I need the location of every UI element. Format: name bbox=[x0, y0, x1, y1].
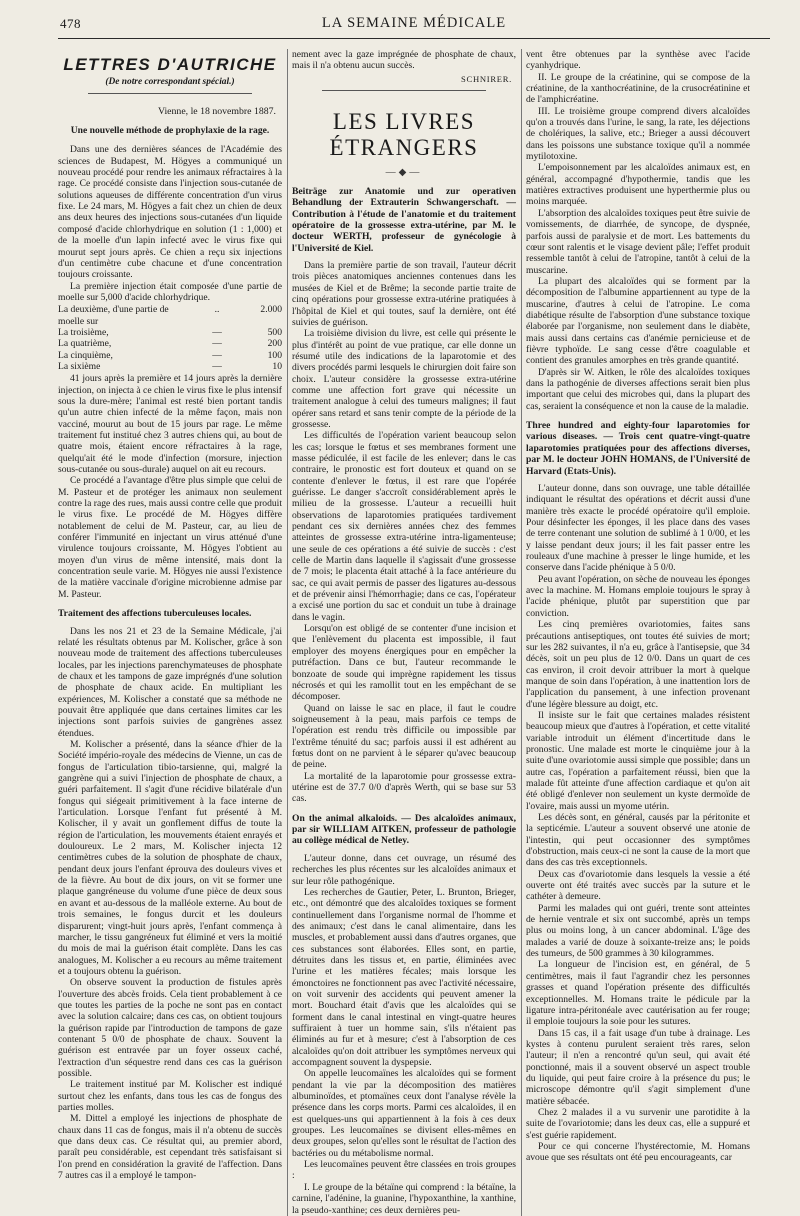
paragraph: Ce procédé a l'avantage d'être plus simple que celui de M. Pasteur et de protéger les animaux non seulement contre la rage des rues, mais aussi contre celle que produit le virus fixe. Le procédé de M. Högyes diffère notablement de celui de M. Pasteur, car, au lieu de conférer l'immunité en injectant un virus atténué d'une virulence toujours croissante, M. Högyes l'obtient au moyen d'un virus de même intensité, mais dont la concentration seule varie. M. Högyes nie aussi l'existence de la matière vaccinale d'origine microbienne admise par M. Pasteur. bbox=[58, 475, 282, 600]
paragraph: 41 jours après la première et 14 jours après la dernière injection, on injecta à ce chien le virus fixe le plus intensif sous la dure-mère; l'animal est resté bien portant tandis qu'un autre chien infecté de la même façon, mais non vacciné, mourut au bout de 15 jours par rage. Le même traitement fut institué chez 3 autres chiens qui, au bout de quatre mois, étaient encore réfractaires à la rage, quelqu'ait été le mode d'infection (morsure, injection sous-cutanée ou sous-durale) auquel on ait eu recours. bbox=[58, 373, 282, 476]
paragraph: Quand on laisse le sac en place, il faut le coudre soigneusement à la peau, mais parfois ce temps de l'opération est rendu très difficile ou impossible par l'extrême ténuité du sac; parfois aussi il est adhérent au fœtus dont on ne parvient à le séparer qu'avec beaucoup de peine. bbox=[292, 702, 516, 771]
paragraph: La longueur de l'incision est, en général, de 5 centimètres, mais il faut l'agrandir chez les personnes grasses et quand l'opération présente des difficultés exceptionnelles. M. Homans traite le pédicule par la ligature intra-péritonéale avec cautérisation au fer rouge; il emploie toujours la soie pour les sutures. bbox=[526, 959, 750, 1028]
book-heading: Three hundred and eighty-four laparotomies for various diseases. — Trois cent quatre-vingt-quatre laparotomies pratiquées pour des affections diverses, par M. le docteur JOHN HOMANS, de l'Université de Harvard (Etats-Unis). bbox=[526, 420, 750, 477]
table-row: La sixième — 10 bbox=[58, 360, 282, 372]
paragraph: Peu avant l'opération, on sèche de nouveau les éponges avec la machine. M. Homans emploie toujours le spray à l'acide phénique, plutôt par superstition que par conviction. bbox=[526, 573, 750, 619]
paragraph: nement avec la gaze imprégnée de phosphate de chaux, mais il n'a obtenu aucun succès. bbox=[292, 49, 516, 72]
paragraph: On appelle leucomaïnes les alcaloïdes qui se forment pendant la vie par la décomposition des matières albuminoïdes, et ptomaïnes ceux dont l'analyse révèle la présence dans les corps morts. Parmi ces alcaloïdes, il en est quelques-uns qui appartiennent à la fois à ces deux groupes. Les leucomaïnes se divisent elles-mêmes en deux groupes, selon qu'elles sont le résultat de l'action des bactéries ou du métabolisme normal. bbox=[292, 1068, 516, 1159]
paragraph: La première injection était composée d'une partie de moelle sur 5,000 d'acide chlorhydrique. bbox=[58, 280, 282, 303]
divider bbox=[322, 90, 486, 91]
paragraph: Les recherches de Gautier, Peter, L. Brunton, Brieger, etc., ont démontré que des alcaloïdes toxiques se forment continuellement dans l'organisme normal de l'homme et des animaux; c'est dans le canal alimentaire, dans les muscles, et probablement aussi dans d'autres organes, que ces substances sont élaborées. Elles sont, en partie, détruites dans les tissus et, en partie, éliminées avec l'urine et les matières fécales; mais lorsque les émonctoires ne fonctionnent pas avec l'activité nécessaire, on voit survenir des accidents qui peuvent amener la mort. Bouchard était d'avis que les alcaloïdes qui se forment dans le canal intestinal en vingt-quatre heures suffiraient à tuer un homme sain, s'ils n'étaient pas éliminés au fur et à mesure; c'est à l'absorption de ces alcaloïdes qu'on doit attribuer les symptômes nerveux qui accompagnent souvent la dyspepsie. bbox=[292, 886, 516, 1069]
paragraph: La troisième division du livre, est celle qui présente le plus d'intérêt au point de vue pratique, car elle donne un résumé utile des indications de la laparotomie et des divers procédés parmi lesquels le chirurgien doit faire son choix. L'auteur considère la grossesse extra-utérine comme une affection fort grave qui nécessite un traitement analogue à celui des tumeurs malignes; il faut opérer sans retard et sans tenir compte de la période de la grossesse. bbox=[292, 328, 516, 430]
paragraph: L'empoisonnement par les alcaloïdes animaux est, en général, accompagné d'hypothermie, tandis que les matières extractives produisent une hyperthermie plus ou moins marquée. bbox=[526, 162, 750, 208]
paragraph: vent être obtenues par la synthèse avec l'acide cyanhydrique. bbox=[526, 49, 750, 72]
paragraph: Dans la première partie de son travail, l'auteur décrit trois pièces anatomiques anciennes contenues dans les musées de Kiel et de Brême; la seconde partie traite de cinq opérations pour grossesse extra-utérine pratiquées à l'hôpital de Kiel et qui toutes, sauf la dernière, ont été suivies de guérison. bbox=[292, 260, 516, 328]
article-heading: Une nouvelle méthode de prophylaxie de la rage. bbox=[70, 125, 270, 136]
table-row: La quatrième, — 200 bbox=[58, 338, 282, 350]
article-heading: Traitement des affections tuberculeuses locales. bbox=[58, 608, 252, 620]
paragraph: L'auteur donne, dans son ouvrage, une table détaillée indiquant le résultat des opérations et décrit aussi d'une manière très exacte le procédé opératoire qu'il emploie. Pour désinfecter les éponges, il les place dans des vases de terre contenant une solution de sublimé à 1 0/00, et les y laisse pendant deux jours; il les fait passer entre les rouleaux d'une machine à presser le linge humide, et les conserve dans l'acide phénique à 5 0/0. bbox=[526, 483, 750, 574]
paragraph: I. Le groupe de la bétaïne qui comprend : la bétaïne, la carnine, l'adénine, la guanine, l'hypoxanthine, la xanthine, la pseudo-xanthine; ces deux dernières peu- bbox=[292, 1181, 516, 1216]
paragraph: Deux cas d'ovariotomie dans lesquels la vessie a été ouverte ont été traités avec succès par la suture et le cathéter à demeure. bbox=[526, 868, 750, 903]
paragraph: Les difficultés de l'opération varient beaucoup selon les cas; lorsque le fœtus et ses membranes forment une masse pédiculée, il est facile de les enlever; dans le cas contraire, le pronostic est fort douteux et quand on se contente d'enlever le fœtus, il est rare que l'opérée guérisse. Le danger s'accroît considérablement après le milieu de la grossesse. L'auteur a recueilli huit observations de laparotomies pratiquées tardivement pendant ces six dernières années chez des femmes atteintes de grossesse extra-utérine intra-ligamenteuse; une seule de ces opérations a été suivie de succès : c'est celle de Martin dans laquelle il s'agissait d'une grossesse de 7 mois; le placenta était attaché à la face antérieure du sac, ce qui avait permis de passer des ligatures au-dessous et de prévenir ainsi l'hémorrhagie; dans ce cas, l'opérateur a excisé une portion du sac et conduit un tube à drainage dans le vagin. bbox=[292, 430, 516, 623]
paragraph: Les cinq premières ovariotomies, faites sans précautions antiseptiques, ont toutes été suivies de mort; sur les 282 suivantes, il n'a eu, grâce à l'antisepsie, que 34 décès, soit un peu plus de 12 0/0. Dans un quart de ces cas environ, il croit devoir attribuer la mort à quelque manque de soin dans l'opération, à une inattention lors de l'application du pansement, à une infection provenant d'une légère blessure au doigt, etc. bbox=[526, 619, 750, 710]
paragraph: Il insiste sur le fait que certaines malades résistent beaucoup mieux que d'autres à l'opération, et cette vitalité variable introduit un élément d'incertitude dans le pronostic. Une malade est morte le cinquième jour à la suite d'une ovariotomie aussi simple que possible; dans un autre cas, l'opération a parfaitement réussi, bien que la malade fût atteinte d'une affection cardiaque et qu'on ait été obligé d'enlever non seulement un kyste dermoïde de l'ovaire, mais aussi un myome utérin. bbox=[526, 709, 750, 812]
book-heading: Beiträge zur Anatomie und zur operativen Behandlung der Extrauterin Schwangerschaft. — Contribution à l'étude de l'anatomie et du traitement opératoire de la grossesse extra-utérine, par M. le docteur WERTH, professeur de gynécologie à l'Université de Kiel. bbox=[292, 185, 516, 254]
table-row: La deuxième, d'une partie de moelle sur .. 2.000 bbox=[58, 304, 282, 327]
table-row: La troisième, — 500 bbox=[58, 326, 282, 338]
divider bbox=[88, 93, 252, 94]
paragraph: La plupart des alcaloïdes qui se forment par la décomposition de l'albumine appartiennent au type de la muscarine, d'autres à celui de l'atropine. Le coma diabétique résulte de l'absorption d'une substance toxique élaborée par l'organisme, non seulement dans le diabète, mais aussi dans certains cas d'anémie pernicieuse et de fièvre typhoïde. Le sang cesse d'être coagulable et contient des granules amorphes en très grande quantité. bbox=[526, 275, 750, 367]
paragraph: Dans les nos 21 et 23 de la Semaine Médicale, j'ai relaté les résultats obtenus par M. Kolischer, grâce à son nouveau mode de traitement des affections tuberculeuses locales, par les injections parenchymateuses de phosphate de chaux et les tampons de gaze imprégnés d'une solution de phosphate de chaux acide. En multipliant les expériences, M. Kolischer a constaté que sa méthode ne pouvait être appliquée que dans certaines limites car les injections sont parfois suivies de gangrènes assez étendues. bbox=[58, 625, 282, 739]
section-title: LES LIVRES ÉTRANGERS bbox=[329, 108, 479, 160]
paragraph: Dans 15 cas, il a fait usage d'un tube à drainage. Les kystes à contenu purulent seraient très rares, selon l'auteur; il n'en a rencontré qu'un seul, qui avait été ponctionné, mais il a souvent observé un aspect trouble du liquide, qui peut faire croire à la présence du pus; le microscope démontre qu'il s'agit simplement d'une matière sébacée. bbox=[526, 1027, 750, 1107]
paragraph: L'auteur donne, dans cet ouvrage, un résumé des recherches les plus récentes sur les alcaloïdes animaux et sur leur rôle pathogénique. bbox=[292, 852, 516, 887]
book-heading: On the animal alkaloids. — Des alcaloïdes animaux, par sir WILLIAM AITKEN, professeur de pathologie au collège médical de Netley. bbox=[292, 812, 516, 847]
paragraph: II. Le groupe de la créatinine, qui se compose de la créatinine, de la xanthocréatinine, de la crusocréatinine et de l'amphicréatine. bbox=[526, 71, 750, 106]
paragraph: On observe souvent la production de fistules après l'ouverture des abcès froids. Cela tient probablement à ce que toutes les parties de la poche ne sont pas en contact avec la solution calcaire; dans ces cas, on obtient toujours la guérison rapide par l'introduction de tampons de gaze contenant 5 0/0 de phosphate de chaux. Souvent la guérison est entravée par un foyer osseux caché, l'extraction d'un séquestre rend dans ces cas la guérison possible. bbox=[58, 977, 282, 1079]
dilution-table bbox=[58, 304, 282, 372]
table-row: La cinquième, — 100 bbox=[58, 349, 282, 361]
columns bbox=[58, 49, 770, 1216]
column-2 bbox=[292, 49, 516, 1216]
paragraph: M. Dittel a employé les injections de phosphate de chaux dans 11 cas de fongus, mais il n'a obtenu de succès que dans deux cas. Ce résultat qui, au premier abord, paraît peu considérable, est cependant très satisfaisant si l'on prend en considération la gravité de l'affection. Dans 7 autres cas il a employé le tampon- bbox=[58, 1113, 282, 1182]
paragraph: La mortalité de la laparotomie pour grossesse extra-utérine est de 37.7 0/0 d'après Werth, qui se base sur 53 cas. bbox=[292, 770, 516, 805]
paragraph: III. Le troisième groupe comprend divers alcaloïdes qu'on a trouvés dans l'urine, le sang, la rate, les déjections de cholériques, la salive, etc.; Brieger a aussi découvert dans les poissons une substance toxique qu'il a nommée mytilotoxine. bbox=[526, 105, 750, 163]
running-header bbox=[58, 8, 770, 39]
dateline: Vienne, le 18 novembre 1887. bbox=[157, 106, 276, 117]
paragraph: Le traitement institué par M. Kolischer est indiqué surtout chez les enfants, dans tous les cas de fongus des parties molles. bbox=[58, 1079, 282, 1113]
section-subtitle: (De notre correspondant spécial.) bbox=[105, 77, 235, 87]
paragraph: Les décès sont, en général, causés par la péritonite et la septicémie. L'auteur a souvent observé une atonie de l'intestin, qui peut occasionner des symptômes d'obstruction, mais ceux-ci ne sont la cause de la mort que dans des cas très exceptionnels. bbox=[526, 812, 750, 869]
paragraph: Les leucomaïnes peuvent être classées en trois groupes : bbox=[292, 1159, 516, 1182]
paragraph: Lorsqu'on est obligé de se contenter d'une incision et que l'enlèvement du placenta est impossible, il faut employer des moyens énergiques pour en empêcher la putréfaction. Dans ce but, l'auteur recommande le bonzoate de soude qui imprègne rapidement les tissus nécrosés et qui les ramollit tout en les empêchant de se décomposer. bbox=[292, 623, 516, 703]
paragraph: Chez 2 malades il a vu survenir une parotidite à la suite de l'ovariotomie; dans les deux cas, elle a suppuré et s'est guérie rapidement. bbox=[526, 1106, 750, 1141]
section-title: LETTRES D'AUTRICHE bbox=[63, 55, 277, 74]
paragraph: D'après sir W. Aitken, le rôle des alcaloïdes toxiques dans la pathogénie de diverses affections serait bien plus important que celui des microbes qui, dans la plupart des cas, seraient la conséquence et non la cause de la maladie. bbox=[526, 366, 750, 412]
journal-title: LA SEMAINE MÉDICALE bbox=[321, 15, 507, 31]
column-3 bbox=[526, 49, 750, 1216]
author-signature: SCHNIRER. bbox=[461, 73, 512, 84]
paragraph: Parmi les malades qui ont guéri, trente sont atteintes de hernie ventrale et six ont succombé, après un temps plus ou moins long, à un cancer abdominal. L'âge des malades a varié de douze à soixante-treize ans; le poids des tumeurs, de 500 grammes à 30 kilogrammes. bbox=[526, 902, 750, 960]
page-number: 478 bbox=[60, 16, 81, 31]
paragraph: Pour ce qui concerne l'hystérectomie, M. Homans avoue que ses résultats ont été peu encourageants, car bbox=[526, 1140, 750, 1164]
column-1 bbox=[58, 49, 282, 1216]
ornament: —◆— bbox=[385, 166, 423, 178]
paragraph: L'absorption des alcaloïdes toxiques peut être suivie de vomissements, de diarrhée, de syncope, de dyspnée, parfois aussi de paralysie et de mort. Les battements du cœur sont ralentis et le visage devient pâle; l'effet produit ressemble tantôt à celui de l'atropine, tantôt à celui de la muscarine. bbox=[526, 207, 750, 276]
paragraph: Dans une des dernières séances de l'Académie des sciences de Budapest, M. Högyes a communiqué un nouveau procédé pour rendre les animaux réfractaires à la rage. Ce procédé consiste dans l'injection sous-cutanée de solutions aqueuses de différente concentration d'un virus fixe. Le 24 mars, M. Högyes a fait chez un chien de deux ans deux heures des injections sous-cutanées d'un liquide composé d'acide chlorhydrique en solution (1 : 1,000) et de la moelle d'un lapin infecté avec le virus fixe qui mourut sept jours après. Ce chien a reçu six injections d'un centimètre cube chacune et d'une concentration toujours croissante. bbox=[58, 144, 282, 281]
paragraph: M. Kolischer a présenté, dans la séance d'hier de la Société império-royale des médecins de Vienne, un cas de fongus de l'articulation tibio-tarsienne, qui, malgré la gangrène qui a suivi l'injection de phosphate de chaux, a guéri parfaitement. Il s'agit d'une récidive bilatérale d'un fongus qui siégeait primitivement à la face interne de l'articulation. Lorsque l'enfant fut présenté à M. Kolischer, il y avait un gonflement diffus de toute la région de l'articulation, les mouvements étaient enrayés et douloureux. Le 2 mars, M. Kolischer injecta 12 centimètres cubes de la solution de phosphate de chaux, pendant deux jours l'enfant éprouva des douleurs vives et de la fièvre. Au bout de dix jours, on vit se former une plaque gangréneuse du volume d'une pièce de deux sous en avant et au-dessous de la malléole externe. Au bout de trois semaines, le fongus durcit et les douleurs disparurent; vingt-huit jours après, l'enfant commença à marcher, le tissu gangréneux fut éliminé et vers la moitié du mois de mai la guérison était complète. Dans les cas analogues, M. Kolischer a eu recours au même traitement et a toujours obtenu la guérison. bbox=[58, 739, 282, 977]
